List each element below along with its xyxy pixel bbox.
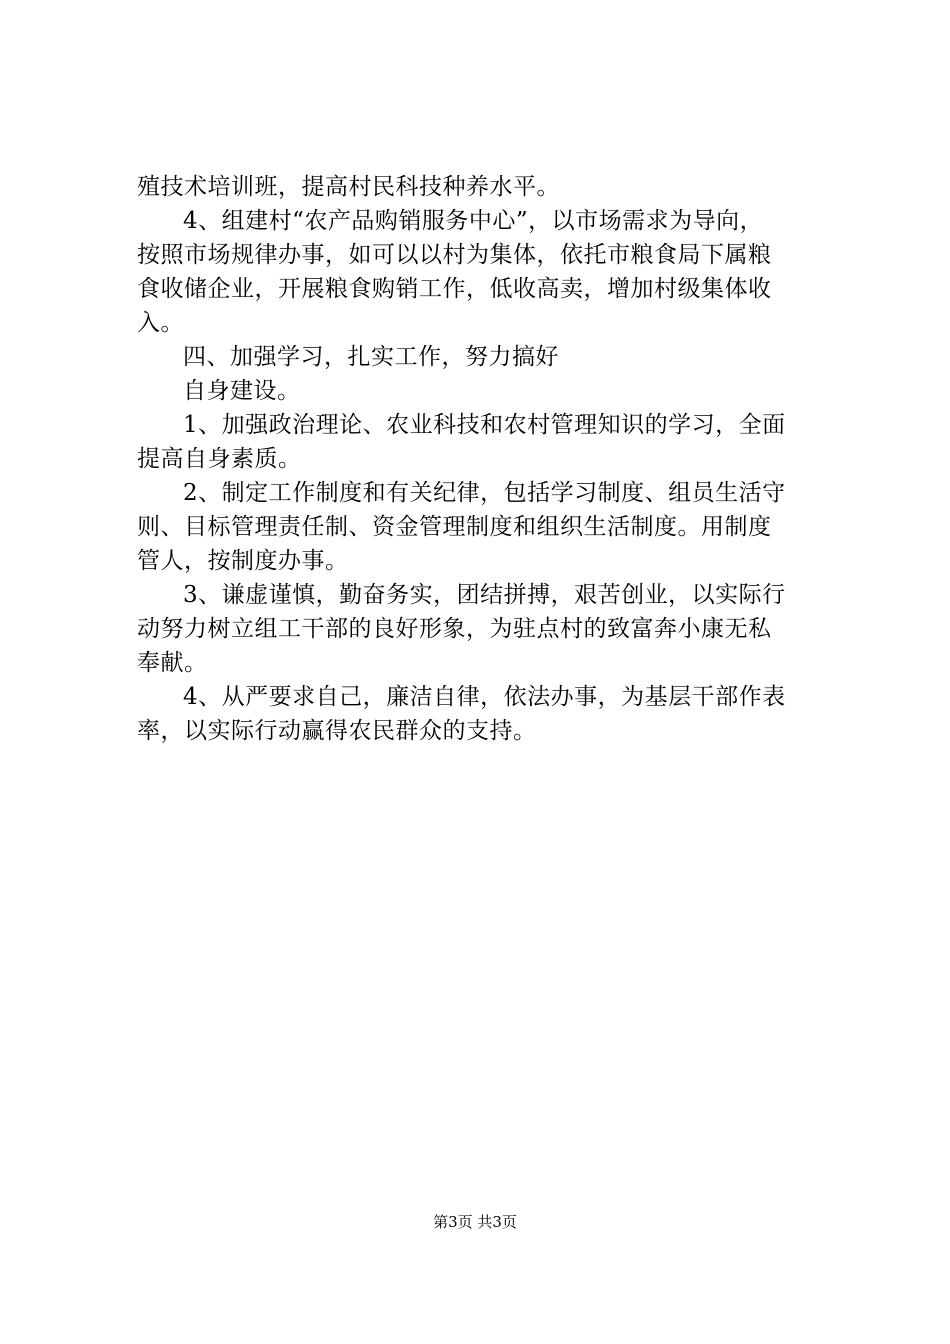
text-line: 率，以实际行动赢得农民群众的支持。 xyxy=(137,718,537,744)
text-line: 食收储企业，开展粮食购销工作，低收高卖，增加村级集体收 xyxy=(137,276,772,302)
text-line: 殖技术培训班，提高村民科技种养水平。 xyxy=(137,174,560,200)
text-line: 2、制定工作制度和有关纪律，包括学习制度、组员生活守 xyxy=(183,480,786,506)
page-number-footer: 第3页 共3页 xyxy=(433,1213,517,1231)
document-body xyxy=(137,170,829,748)
text-line: 按照市场规律办事，如可以以村为集体，依托市粮食局下属粮 xyxy=(137,242,772,268)
text-line: 奉献。 xyxy=(137,650,208,676)
text-line: 4、组建村“农产品购销服务中心”，以市场需求为导向， xyxy=(183,208,764,234)
section-heading: 四、加强学习，扎实工作，努力搞好 xyxy=(183,344,559,370)
text-line: 管人，按制度办事。 xyxy=(137,548,349,574)
text-line: 动努力树立组工干部的良好形象，为驻点村的致富奔小康无私 xyxy=(137,616,772,642)
text-line: 则、目标管理责任制、资金管理制度和组织生活制度。用制度 xyxy=(137,514,772,540)
text-line: 提高自身素质。 xyxy=(137,446,302,472)
text-line: 入。 xyxy=(137,310,184,336)
section-heading-continued: 自身建设。 xyxy=(183,378,301,404)
text-line: 1、加强政治理论、农业科技和农村管理知识的学习，全面 xyxy=(183,412,786,438)
text-line: 4、从严要求自己，廉洁自律，依法办事，为基层干部作表 xyxy=(183,684,786,710)
text-line: 3、谦虚谨慎，勤奋务实，团结拼搏，艰苦创业，以实际行 xyxy=(183,582,786,608)
